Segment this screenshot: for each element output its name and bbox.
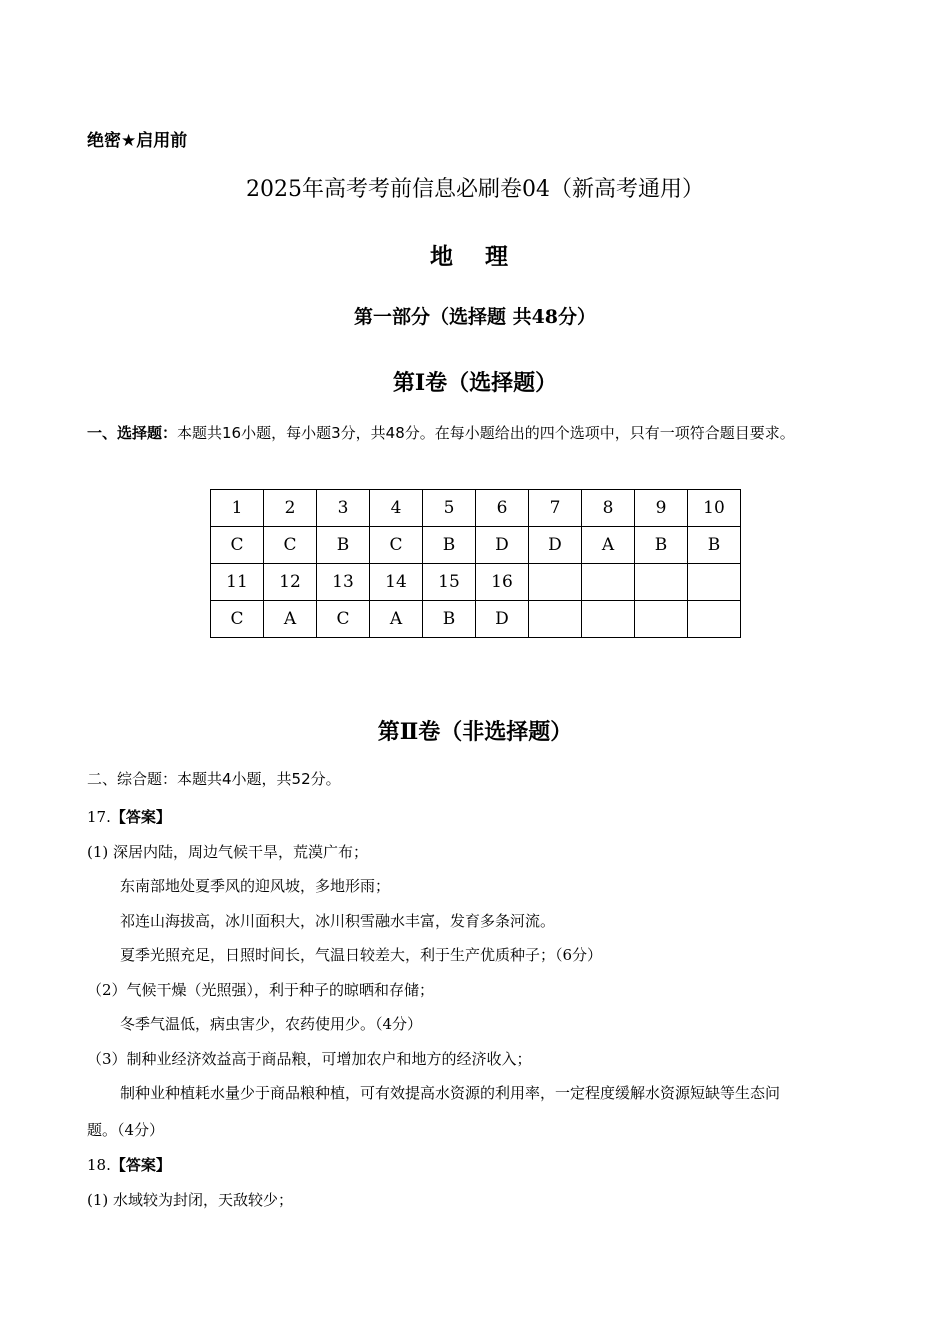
q18-heading [87,1154,171,1175]
answer-table-cell: 9 [635,490,688,527]
answer-table-cell: A [264,601,317,638]
answer-table-cell: 14 [370,564,423,601]
q17-line: 制种业种植耗水量少于商品粮种植，可有效提高水资源的利用率，一定程度缓解水资源短缺等生态问 [120,1084,781,1102]
answer-table-row [211,601,741,638]
answer-table-cell: 1 [211,490,264,527]
answer-table-cell: 11 [211,564,264,601]
answer-table-cell [688,601,741,638]
answer-table-cell: 10 [688,490,741,527]
answer-table-cell: 12 [264,564,317,601]
answer-table-cell: C [370,527,423,564]
q18-answer-label: 【答案】 [110,1156,171,1174]
section-two-instruction: 二、综合题：本题共4小题，共52分。 [87,770,341,788]
answer-table-cell: B [423,601,476,638]
answer-table-cell: B [635,527,688,564]
answer-table-cell [529,564,582,601]
subject-heading: 地 理 [429,244,520,270]
answer-table-cell: C [211,527,264,564]
answer-table-cell: C [264,527,317,564]
answer-table-cell: 4 [370,490,423,527]
answer-table-cell: 16 [476,564,529,601]
q17-line: (1) 深居内陆，周边气候干旱，荒漠广布； [87,843,369,861]
answer-table-cell [529,601,582,638]
q17-line: 东南部地处夏季风的迎风坡，多地形雨； [120,877,391,895]
answer-table [210,489,741,638]
instruction-head: 一、选择题： [87,424,178,442]
q17-line: 祁连山海拔高，冰川面积大，冰川积雪融水丰富，发育多条河流。 [120,912,556,930]
answer-table-cell: 5 [423,490,476,527]
instruction-body: 本题共16小题，每小题3分，共48分。在每小题给出的四个选项中，只有一项符合题目要求。 [177,424,795,442]
answer-table-cell: 6 [476,490,529,527]
answer-table-cell [688,564,741,601]
answer-table-cell [582,564,635,601]
section-one-instruction [87,416,867,451]
document-title: 2025年高考考前信息必刷卷04（新高考通用） [246,177,704,202]
q17-line: （3）制种业经济效益高于商品粮，可增加农户和地方的经济收入； [87,1050,532,1068]
answer-table-cell: 8 [582,490,635,527]
q17-number: 17. [87,808,111,826]
answer-table-cell [635,601,688,638]
answer-table-row [211,527,741,564]
q17-line: 题。（4分） [87,1121,165,1139]
q17-line: （2）气候干燥（光照强），利于种子的晾晒和存储； [87,981,435,999]
q17-answer-label: 【答案】 [110,808,171,826]
answer-table-cell: C [317,601,370,638]
answer-table-cell: C [211,601,264,638]
answer-table-cell: 15 [423,564,476,601]
volume-one-heading: 第Ⅰ卷（选择题） [392,370,558,396]
answer-table-cell: 3 [317,490,370,527]
answer-table-cell: 7 [529,490,582,527]
answer-table-cell: D [529,527,582,564]
answer-table-cell: B [317,527,370,564]
q17-line: 冬季气温低，病虫害少，农药使用少。（4分） [120,1015,423,1033]
q18-line: (1) 水域较为封闭，天敌较少； [87,1191,294,1209]
answer-table-cell: B [423,527,476,564]
answer-table-row [211,564,741,601]
answer-table-cell: 2 [264,490,317,527]
q17-heading [87,806,171,827]
answer-table-cell: D [476,601,529,638]
volume-two-heading: 第Ⅱ卷（非选择题） [377,719,573,745]
answer-table-cell: D [476,527,529,564]
answer-table-cell [635,564,688,601]
answer-table-row [211,490,741,527]
secret-label: 绝密★启用前 [87,131,188,151]
answer-table-cell: B [688,527,741,564]
answer-table-cell: A [370,601,423,638]
answer-table-cell: 13 [317,564,370,601]
q17-line: 夏季光照充足，日照时间长，气温日较差大，利于生产优质种子；（6分） [120,946,603,964]
answer-table-cell: A [582,527,635,564]
part-one-heading: 第一部分（选择题 共48分） [353,306,597,328]
answer-table-cell [582,601,635,638]
q18-number: 18. [87,1156,111,1174]
